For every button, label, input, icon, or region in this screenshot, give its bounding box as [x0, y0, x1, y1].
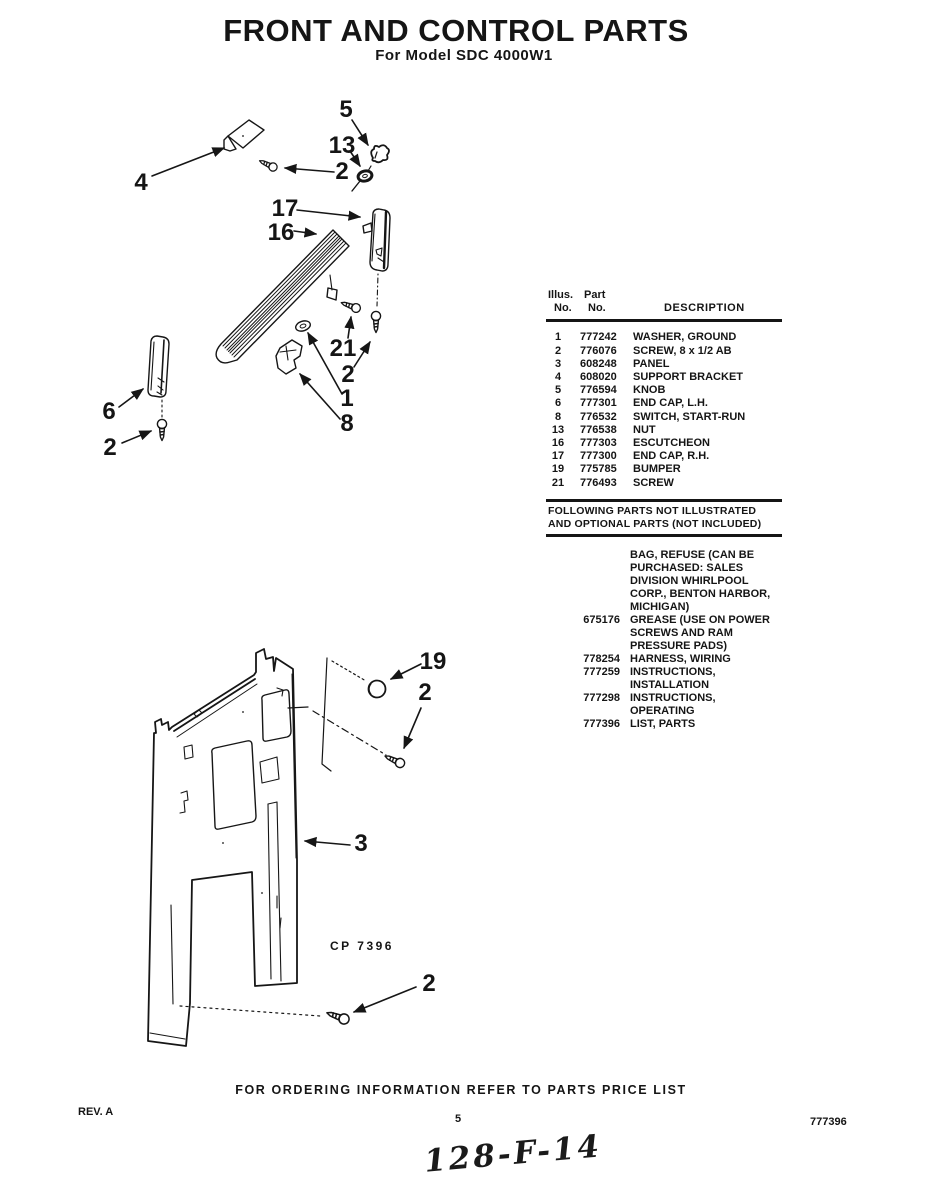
callout-13: 13 [328, 132, 356, 159]
section-rule-top [546, 499, 782, 502]
table-row: 21 776493 SCREW [551, 476, 674, 489]
callout-6: 6 [102, 398, 116, 425]
ordering-note: FOR ORDERING INFORMATION REFER TO PARTS PRICE LIST [235, 1083, 687, 1097]
page-number: 5 [455, 1113, 462, 1125]
table-row: 5 776594 KNOB [554, 384, 666, 397]
screw-rh-part [371, 311, 380, 332]
document-number: 777396 [810, 1116, 847, 1128]
header-description: DESCRIPTION [664, 302, 745, 315]
table-row: 2 776076 SCREW, 8 x 1/2 AB [554, 344, 732, 357]
screw-bottom-part [325, 1008, 350, 1025]
callout-2-right: 2 [418, 679, 432, 706]
list-item: 777259 INSTRUCTIONS, INSTALLATION [583, 666, 716, 691]
cp-number-label: CP 7396 [330, 939, 394, 953]
table-row: 1 777242 WASHER, GROUND [554, 331, 737, 344]
callout-1: 1 [340, 385, 354, 412]
list-item: 777298 INSTRUCTIONS, OPERATING [583, 692, 716, 717]
header-illus-no: No. [554, 302, 572, 315]
table-rule [546, 319, 782, 322]
switch-part [276, 340, 302, 374]
list-item: BAG, REFUSE (CAN BE PURCHASED: SALES DIVISION WHIRLPOOL CORP., BENTON HARBOR, MICHIGAN) [630, 549, 771, 613]
section-rule-bottom [546, 534, 782, 537]
support-bracket-part [224, 120, 264, 151]
table-row: 4 608020 SUPPORT BRACKET [554, 371, 744, 384]
header-part-no: No. [588, 302, 606, 315]
knob-part [368, 145, 389, 171]
table-row: 16 777303 ESCUTCHEON [551, 437, 711, 450]
table-row: 19 775785 BUMPER [551, 463, 681, 476]
bumper-part [369, 681, 386, 698]
screw-lh-part [157, 419, 166, 440]
list-item: 675176 GREASE (USE ON POWER SCREWS AND RAM PRESSURE PADS) [583, 614, 770, 652]
end-cap-lh-part [148, 336, 169, 419]
screw-panel-part [383, 752, 406, 769]
table-row: 8 776532 SWITCH, START-RUN [554, 410, 746, 423]
callout-2-top: 2 [335, 158, 349, 185]
not-illustrated-heading: FOLLOWING PARTS NOT ILLUSTRATED AND OPTIONAL PARTS (NOT INCLUDED) [548, 505, 762, 530]
callout-5: 5 [339, 96, 353, 123]
callout-4: 4 [134, 169, 148, 196]
list-item: 777396 LIST, PARTS [583, 718, 696, 730]
page-title: FRONT AND CONTROL PARTS [223, 13, 689, 48]
washer-part [294, 319, 311, 333]
callout-21: 21 [329, 335, 357, 362]
model-subtitle: For Model SDC 4000W1 [375, 47, 553, 64]
table-row: 3 608248 PANEL [554, 357, 670, 370]
callout-16: 16 [267, 219, 295, 246]
end-cap-rh-part [363, 209, 390, 306]
callout-2-bottom: 2 [422, 970, 436, 997]
list-item: 778254 HARNESS, WIRING [583, 653, 731, 665]
table-row: 13 776538 NUT [551, 423, 656, 436]
callout-17: 17 [271, 195, 299, 222]
parts-table [546, 289, 782, 490]
table-row: 17 777300 END CAP, R.H. [551, 450, 710, 463]
table-row: 6 777301 END CAP, L.H. [554, 397, 708, 410]
nut-part [352, 169, 373, 191]
callout-3: 3 [354, 830, 368, 857]
screw-top-part [258, 157, 279, 173]
header-part: Part [584, 289, 606, 301]
callout-2-mid: 2 [341, 361, 355, 388]
leader-arrows [119, 120, 421, 1012]
callout-19: 19 [419, 648, 447, 675]
handwritten-mark: 128-F-14 [422, 1128, 604, 1180]
callout-2-left: 2 [103, 434, 117, 461]
callout-8: 8 [340, 410, 354, 437]
screw-21-part [340, 299, 362, 314]
header-illus: Illus. [548, 289, 574, 301]
revision-label: REV. A [78, 1106, 114, 1118]
not-illustrated-section [546, 499, 782, 731]
parts-table-header [546, 289, 782, 302]
front-panel-part [148, 649, 297, 1046]
